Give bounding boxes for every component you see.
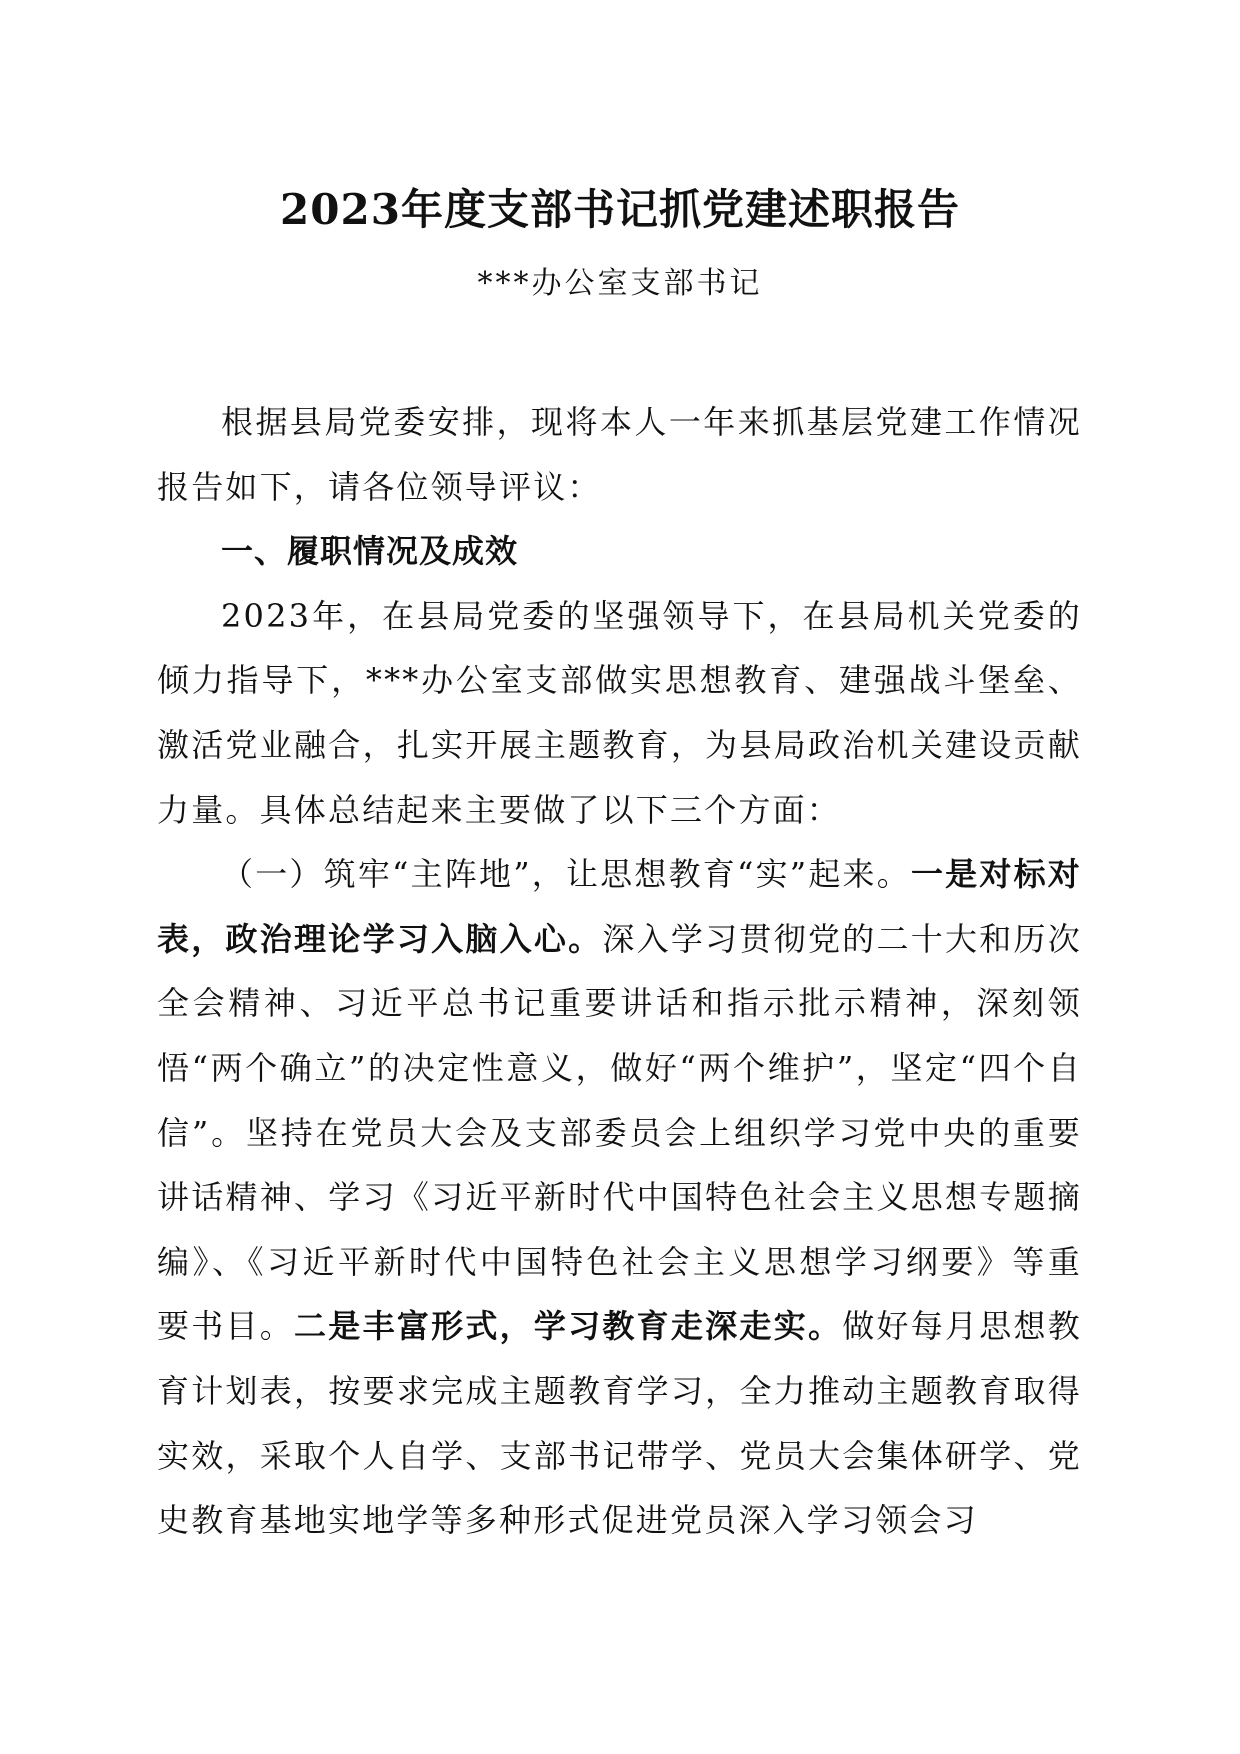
section-heading: 一、履职情况及成效 [221,532,519,571]
item-paragraph [157,842,1082,1553]
intro-paragraph: 根据县局党委安排，现将本人一年来抓基层党建工作情况报告如下，请各位领导评议： [157,403,1082,506]
point-1-title: 一是对标对表，政治理论学习入脑入心。 [157,855,1082,958]
section-paragraph: 2023年，在县局党委的坚强领导下，在县局机关党委的倾力指导下，***办公室支部做实思想教育、建强战斗堡垒、激活党业融合，扎实开展主题教育，为县局政治机关建设贡献力量。具体总结起来主要做了以下三个方面： [157,596,1082,829]
item-lead: （一）筑牢“主阵地”，让思想教育“实”起来。 [221,855,911,894]
document-title: 2023年度支部书记抓党建述职报告 [280,185,960,234]
point-1-text: 深入学习贯彻党的二十大和历次全会精神、习近平总书记重要讲话和指示批示精神，深刻领悟“两个确立”的决定性意义，做好“两个维护”，坚定“四个自信”。坚持在党员大会及支部委员会上组织学习党中央的重要讲话精神、学习《习近平新时代中国特色社会主义思想专题摘编》、《习近平新时代中国特色社会主义思想学习纲要》等重要书目。 [157,919,1082,1346]
point-2-title: 二是丰富形式，学习教育走深走实。 [294,1307,843,1346]
document-body [157,390,1082,1553]
document-subtitle: ***办公室支部书记 [477,266,763,301]
point-2-text: 做好每月思想教育计划表，按要求完成主题教育学习，全力推动主题教育取得实效，采取个人自学、支部书记带学、党员大会集体研学、党史教育基地实地学等多种形式促进党员深入学习领会习 [157,1307,1082,1540]
